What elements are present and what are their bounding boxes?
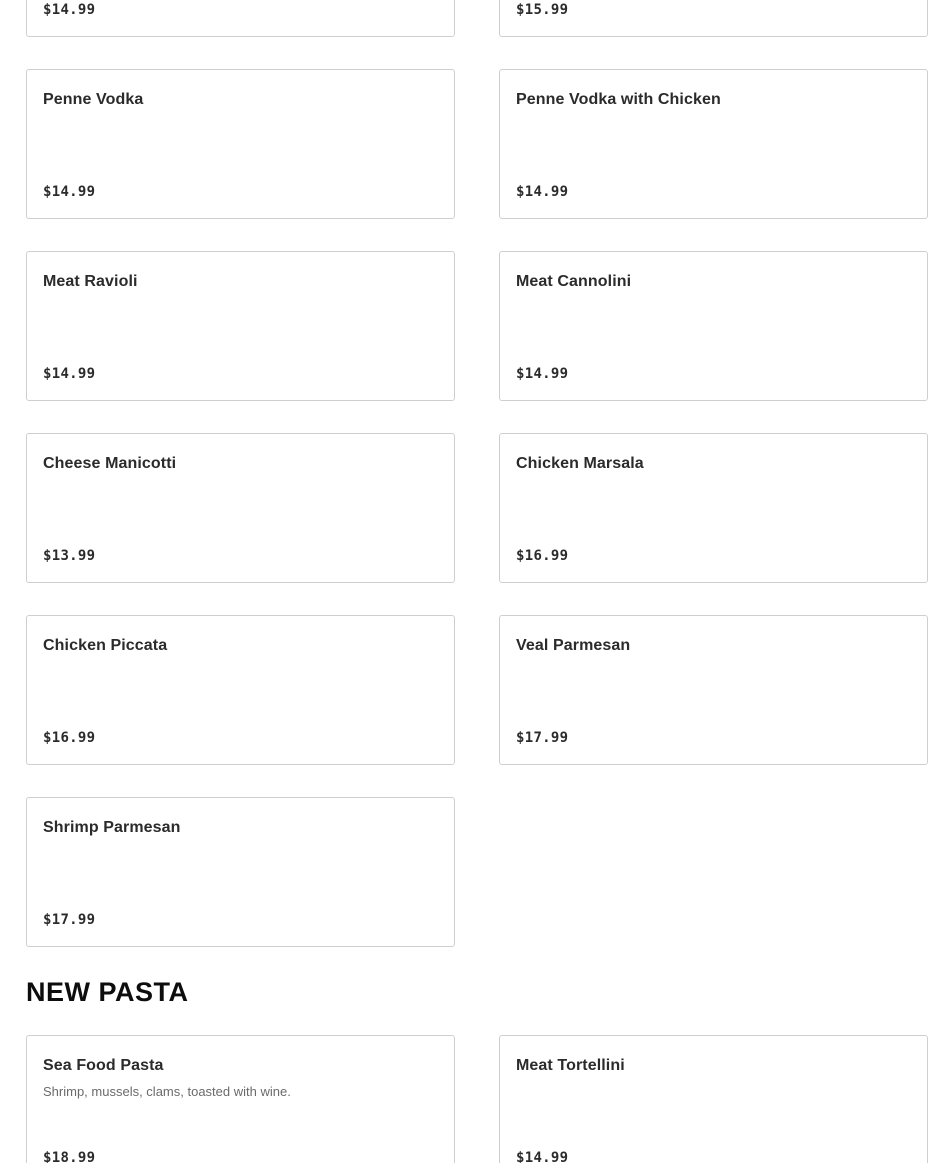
menu-item-price: $17.99 [43, 912, 96, 928]
menu-item-name: Meat Tortellini [516, 1057, 625, 1074]
menu-item-card[interactable] [499, 615, 928, 765]
menu-item-card[interactable] [499, 0, 928, 37]
menu-item-price: $14.99 [516, 366, 569, 382]
menu-item-price: $17.99 [516, 730, 569, 746]
menu-item-price: $18.99 [43, 1150, 96, 1163]
menu-item-price: $15.99 [516, 2, 569, 18]
menu-item-price: $14.99 [43, 184, 96, 200]
menu-item-card[interactable] [26, 1035, 455, 1163]
menu-item-name: Shrimp Parmesan [43, 819, 181, 836]
menu-item-price: $13.99 [43, 548, 96, 564]
menu-item-name: Sea Food Pasta [43, 1057, 164, 1074]
menu-item-card[interactable] [499, 433, 928, 583]
section-heading: NEW PASTA [26, 977, 189, 1007]
menu-item-name: Cheese Manicotti [43, 455, 177, 472]
menu-item-price: $16.99 [516, 548, 569, 564]
menu-item-name: Meat Ravioli [43, 273, 138, 290]
menu-item-price: $16.99 [43, 730, 96, 746]
menu-item-card[interactable] [26, 433, 455, 583]
menu-item-name: Penne Vodka [43, 91, 144, 108]
menu-item-price: $14.99 [43, 2, 96, 18]
menu-item-name: Veal Parmesan [516, 637, 631, 654]
menu-item-card[interactable] [26, 797, 455, 947]
menu-item-card[interactable] [499, 1035, 928, 1163]
menu-item-name: Chicken Marsala [516, 455, 644, 472]
menu-item-price: $14.99 [516, 184, 569, 200]
menu-item-card[interactable] [26, 615, 455, 765]
menu-item-price: $14.99 [516, 1150, 569, 1163]
menu-item-card[interactable] [26, 251, 455, 401]
menu-item-card[interactable] [26, 69, 455, 219]
menu-item-price: $14.99 [43, 366, 96, 382]
menu-item-name: Chicken Piccata [43, 637, 168, 654]
menu-item-card[interactable] [499, 251, 928, 401]
menu-item-card[interactable] [499, 69, 928, 219]
menu-item-name: Penne Vodka with Chicken [516, 91, 721, 108]
menu-item-description: Shrimp, mussels, clams, toasted with wine. [43, 1084, 291, 1099]
menu-item-card[interactable] [26, 0, 455, 37]
menu-item-name: Meat Cannolini [516, 273, 632, 290]
